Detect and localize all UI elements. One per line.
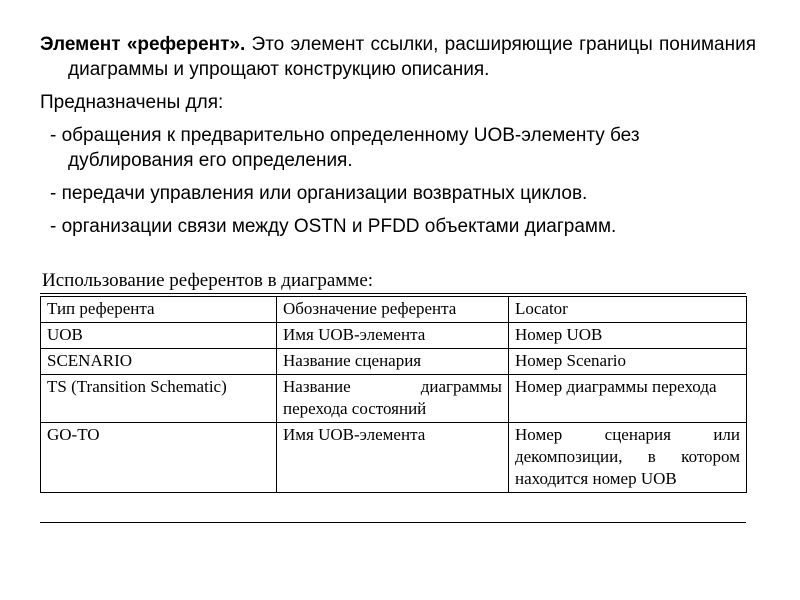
table-bottom-rule xyxy=(40,522,746,523)
table-cell: Номер диаграммы перехода xyxy=(508,375,746,423)
referents-table xyxy=(40,296,747,493)
table-cell: GO-TO xyxy=(41,423,277,493)
purpose-heading: Предназначены для: xyxy=(40,92,224,113)
definition-text: Это элемент ссылки, расширяющие границы понимания диаграммы и упрощают конструкцию описания. xyxy=(68,34,756,80)
table-cell: SCENARIO xyxy=(41,349,277,375)
table-cell: Номер UOB xyxy=(508,323,746,349)
definition-paragraph xyxy=(40,32,756,82)
table-top-rule xyxy=(40,293,746,294)
table-row xyxy=(41,323,747,349)
bullet-item: - обращения к предварительно определенному UOB-элементу без дублирования его определения. xyxy=(50,125,640,171)
header-cell-designation: Обозначение референта xyxy=(277,297,509,323)
table-cell: Номер сценария или декомпозиции, в котором находится номер UOB xyxy=(508,423,746,493)
bullet-item: - организации связи между OSTN и PFDD объектами диаграмм. xyxy=(50,216,617,237)
term-referent: Элемент «референт». xyxy=(40,34,246,55)
table-cell: TS (Transition Schematic) xyxy=(41,375,277,423)
table-cell: Имя UOB-элемента xyxy=(277,423,509,493)
table-cell: Имя UOB-элемента xyxy=(277,323,509,349)
table-caption: Использование референтов в диаграмме: xyxy=(42,270,374,291)
header-cell-locator: Locator xyxy=(508,297,746,323)
bullet-item: - передачи управления или организации возвратных циклов. xyxy=(50,183,588,204)
table-row xyxy=(41,375,747,423)
table-cell: Название сценария xyxy=(277,349,509,375)
table-cell: Название диаграммы перехода состояний xyxy=(277,375,509,423)
header-cell-type: Тип референта xyxy=(41,297,277,323)
table-cell: UOB xyxy=(41,323,277,349)
table-header-row xyxy=(41,297,747,323)
table-row xyxy=(41,423,747,493)
table-row xyxy=(41,349,747,375)
slide-text xyxy=(40,32,756,239)
table-cell: Номер Scenario xyxy=(508,349,746,375)
